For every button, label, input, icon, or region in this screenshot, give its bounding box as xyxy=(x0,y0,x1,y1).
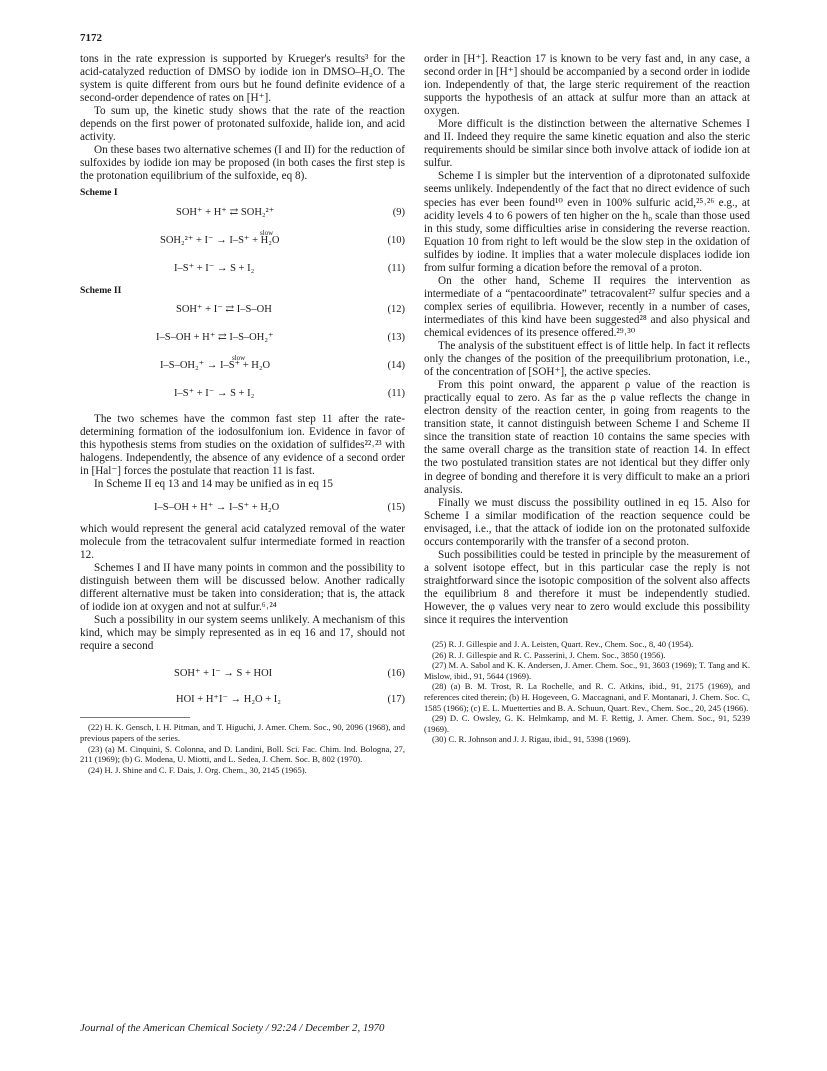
footnote: (29) D. C. Owsley, G. K. Helmkamp, and M. F. Rettig, J. Amer. Chem. Soc., 91, 5239 (1969). xyxy=(424,713,750,734)
footnote: (26) R. J. Gillespie and R. C. Passerini, J. Chem. Soc., 3850 (1956). xyxy=(432,649,666,660)
footnote-rule xyxy=(80,717,190,718)
scheme-title: Scheme I xyxy=(80,187,118,199)
equation-text: SOH⁺ + I⁻ → S + HOI xyxy=(174,668,273,680)
footnote: (22) H. K. Gensch, I. H. Pitman, and T. Higuchi, J. Amer. Chem. Soc., 90, 2096 (1968), and previous papers of the series. xyxy=(80,722,405,743)
equation-text: I–S–OH + H⁺ ⇄ I–S–OH₂⁺ xyxy=(156,331,274,343)
paragraph: Schemes I and II have many points in common and the possibility to distinguish between them will be discussed below. Another radically different alternative must be taken into consideration; that is, the attack of iodide ion at oxygen and not at sulfur.⁶˒²⁴ xyxy=(80,561,405,614)
equation-13 xyxy=(80,327,405,347)
paragraph: The analysis of the substituent effect is of little help. In fact it reflects only the changes of the position of the preequilibrium protonation, i.e., of the concentration of [SOH⁺], the active species. xyxy=(424,340,750,379)
equation-9 xyxy=(80,202,405,222)
paragraph: The two schemes have the common fast step 11 after the rate-determining formation of the iodosulfonium ion. Evidence in favor of this hypothesis stems from studies on the oxidation of sulfides²²˒²³ with halogens. Independently, the absence of any evidence of a second order in [Hal⁻] forces the postulate that reaction 11 is fast. xyxy=(80,412,405,477)
equation-text: HOI + H⁺I⁻ → H₂O + I₂ xyxy=(176,694,281,706)
footnotes-left xyxy=(80,722,405,775)
footnote: (23) (a) M. Cinquini, S. Colonna, and D. Landini, Boll. Sci. Fac. Chim. Ind. Bologna, 27, 211 (1969); (b) G. Modena, U. Miotti, and L. Sedea, J. Chem. Soc. B, 802 (1970). xyxy=(80,743,405,765)
equation-number: (13) xyxy=(387,331,405,343)
footnote: (24) H. J. Shine and C. F. Dais, J. Org. Chem., 30, 2145 (1965). xyxy=(88,764,307,775)
slow-label: slow xyxy=(232,353,246,362)
paragraph: More difficult is the distinction between the alternative Schemes I and II. Indeed they require the same kinetic equation and also the steric requirements should be similar since both involve attack of iodide ion at sulfur. xyxy=(424,118,750,170)
equation-number: (17) xyxy=(387,694,405,706)
paragraph: To sum up, the kinetic study shows that the rate of the reaction depends on the first power of protonated sulfoxide, halide ion, and acid activity. xyxy=(80,105,405,144)
right-column xyxy=(424,53,750,745)
paragraph: Such possibilities could be tested in principle by the measurement of a solvent isotope effect, but in this particular case the reply is not straightforward since the isotopic composition of the solvent also affects the equilibrium 8 and therefore it must be independently studied. However, the φ values very near to zero would exclude this possibility since it requires the intervention xyxy=(424,548,750,627)
scheme-title: Scheme II xyxy=(80,284,122,296)
slow-label: slow xyxy=(260,228,274,237)
paragraph: Such a possibility in our system seems unlikely. A mechanism of this kind, which may be simply represented as in eq 16 and 17, should not require a second xyxy=(80,614,405,653)
equation-text: SOH⁺ + H⁺ ⇄ SOH₂²⁺ xyxy=(176,206,275,218)
equation-text: SOH₂²⁺ + I⁻ → I–S⁺ + H₂O xyxy=(160,234,280,246)
footnote: (25) R. J. Gillespie and J. A. Leisten, Quart. Rev., Chem. Soc., 8, 40 (1954). xyxy=(432,639,694,650)
equation-16 xyxy=(80,663,405,683)
equation-number: (14) xyxy=(387,359,405,371)
equation-number: (12) xyxy=(387,303,405,315)
equation-12 xyxy=(80,299,405,319)
footnote: (28) (a) B. M. Trost, R. La Rochelle, and R. C. Atkins, ibid., 91, 2175 (1969), and references cited therein; (b) H. Hogeveen, G. Maccagnani, and F. Montanari, J. Chem. Soc. C, 1585 (1966); (c) E. L. Muetterties and B. A. Schuun, Quart. Rev., Chem. Soc., 20, 245 (1966). xyxy=(424,681,750,713)
equation-text: I–S–OH₂⁺ → I–S⁺ + H₂O xyxy=(160,359,271,371)
equation-11 xyxy=(80,383,405,403)
paragraph: Finally we must discuss the possibility outlined in eq 15. Also for Scheme I a similar modification of the reaction sequence could be envisaged, i.e., that the attack of iodide ion on the protonated sulfoxide occurs contemporarily with the transfer of a second proton. xyxy=(424,496,750,548)
journal-footer: Journal of the American Chemical Society / 92:24 / December 2, 1970 xyxy=(80,1022,385,1034)
paragraph: On these bases two alternative schemes (I and II) for the reduction of sulfoxides by iodide ion may be proposed (in both cases the first step is the protonation equilibrium of the sulfoxide, eq 8). xyxy=(80,144,405,183)
equation-text: I–S⁺ + I⁻ → S + I₂ xyxy=(174,387,255,399)
equation-11 xyxy=(80,258,405,278)
equation-10 xyxy=(80,230,405,250)
equation-text: I–S⁺ + I⁻ → S + I₂ xyxy=(174,262,255,274)
paragraph: In Scheme II eq 13 and 14 may be unified as in eq 15 xyxy=(94,477,333,490)
equation-17 xyxy=(80,689,405,709)
paragraph: tons in the rate expression is supported by Krueger's results³ for the acid-catalyzed reduction of DMSO by iodide ion in DMSO–H₂O. The system is quite different from ours but he found definite evidence of a second-order dependence of rates on [H⁺]. xyxy=(80,53,405,105)
equation-14 xyxy=(80,355,405,375)
equation-15 xyxy=(80,497,405,517)
left-column xyxy=(80,53,405,775)
equation-number: (10) xyxy=(387,234,405,246)
equation-text: SOH⁺ + I⁻ ⇄ I–S–OH xyxy=(176,303,272,315)
paragraph: order in [H⁺]. Reaction 17 is known to be very fast and, in any case, a second order in [H⁺] should be accompanied by a second order in iodide ion. Independently of that, the large steric requirement of the reaction supports the hypothesis of an attack at sulfur more than an attack at oxygen. xyxy=(424,53,750,118)
paragraph: On the other hand, Scheme II requires the intervention as intermediate of a “pentacoordinate” tetracovalent²⁷ sulfur species and a complex series of equilibria. However, recently in a number of cases, intermediates of this kind have been suggested²⁸ and also physical and chemical evidences of its presence offered.²⁹˒³⁰ xyxy=(424,274,750,339)
footnote: (27) M. A. Sabol and K. K. Andersen, J. Amer. Chem. Soc., 91, 3603 (1969); T. Tang and K. Mislow, ibid., 91, 5644 (1969). xyxy=(424,660,750,681)
footnotes-right xyxy=(424,639,750,745)
paragraph: Scheme I is simpler but the intervention of a diprotonated sulfoxide seems unlikely. Independently of the fact that no direct evidence of such species has ever been found¹⁰ even in 100% sulfuric acid,²⁵˒²⁶ e.g., at acidity levels 4 to 6 powers of ten higher on the h₀ scale than those used in this study, some difficulties arise in considering the reverse reaction. Equation 10 from right to left would be the slow step in the oxidation of sulfides by iodine. It implies that a water molecule displaces iodide ion from sulfur forming a dication before the removal of a proton. xyxy=(424,170,750,274)
equation-number: (16) xyxy=(387,668,405,680)
equation-number: (15) xyxy=(387,501,405,513)
equation-number: (9) xyxy=(392,206,405,218)
equation-number: (11) xyxy=(387,387,405,399)
footnote: (30) C. R. Johnson and J. J. Rigau, ibid., 91, 5398 (1969). xyxy=(432,734,631,745)
equation-number: (11) xyxy=(387,262,405,274)
paragraph: From this point onward, the apparent ρ value of the reaction is practically equal to zero. As far as the ρ value reflects the change in electron density of the reaction center, in going from reagents to the transition state, it cannot distinguish between Scheme I and Scheme II since the transition state of reaction 10 contains the same species with the same overall charge as the transition state of reaction 14. In effect the two postulated transition states are not identical but they differ only in degree of bonding and therefore it is very difficult to make an a priori analysis. xyxy=(424,379,750,496)
page-number: 7172 xyxy=(80,32,102,44)
equation-text: I–S–OH + H⁺ → I–S⁺ + H₂O xyxy=(154,501,280,513)
paragraph: which would represent the general acid catalyzed removal of the water molecule from the tetracovalent sulfur intermediate formed in reaction 12. xyxy=(80,522,405,561)
